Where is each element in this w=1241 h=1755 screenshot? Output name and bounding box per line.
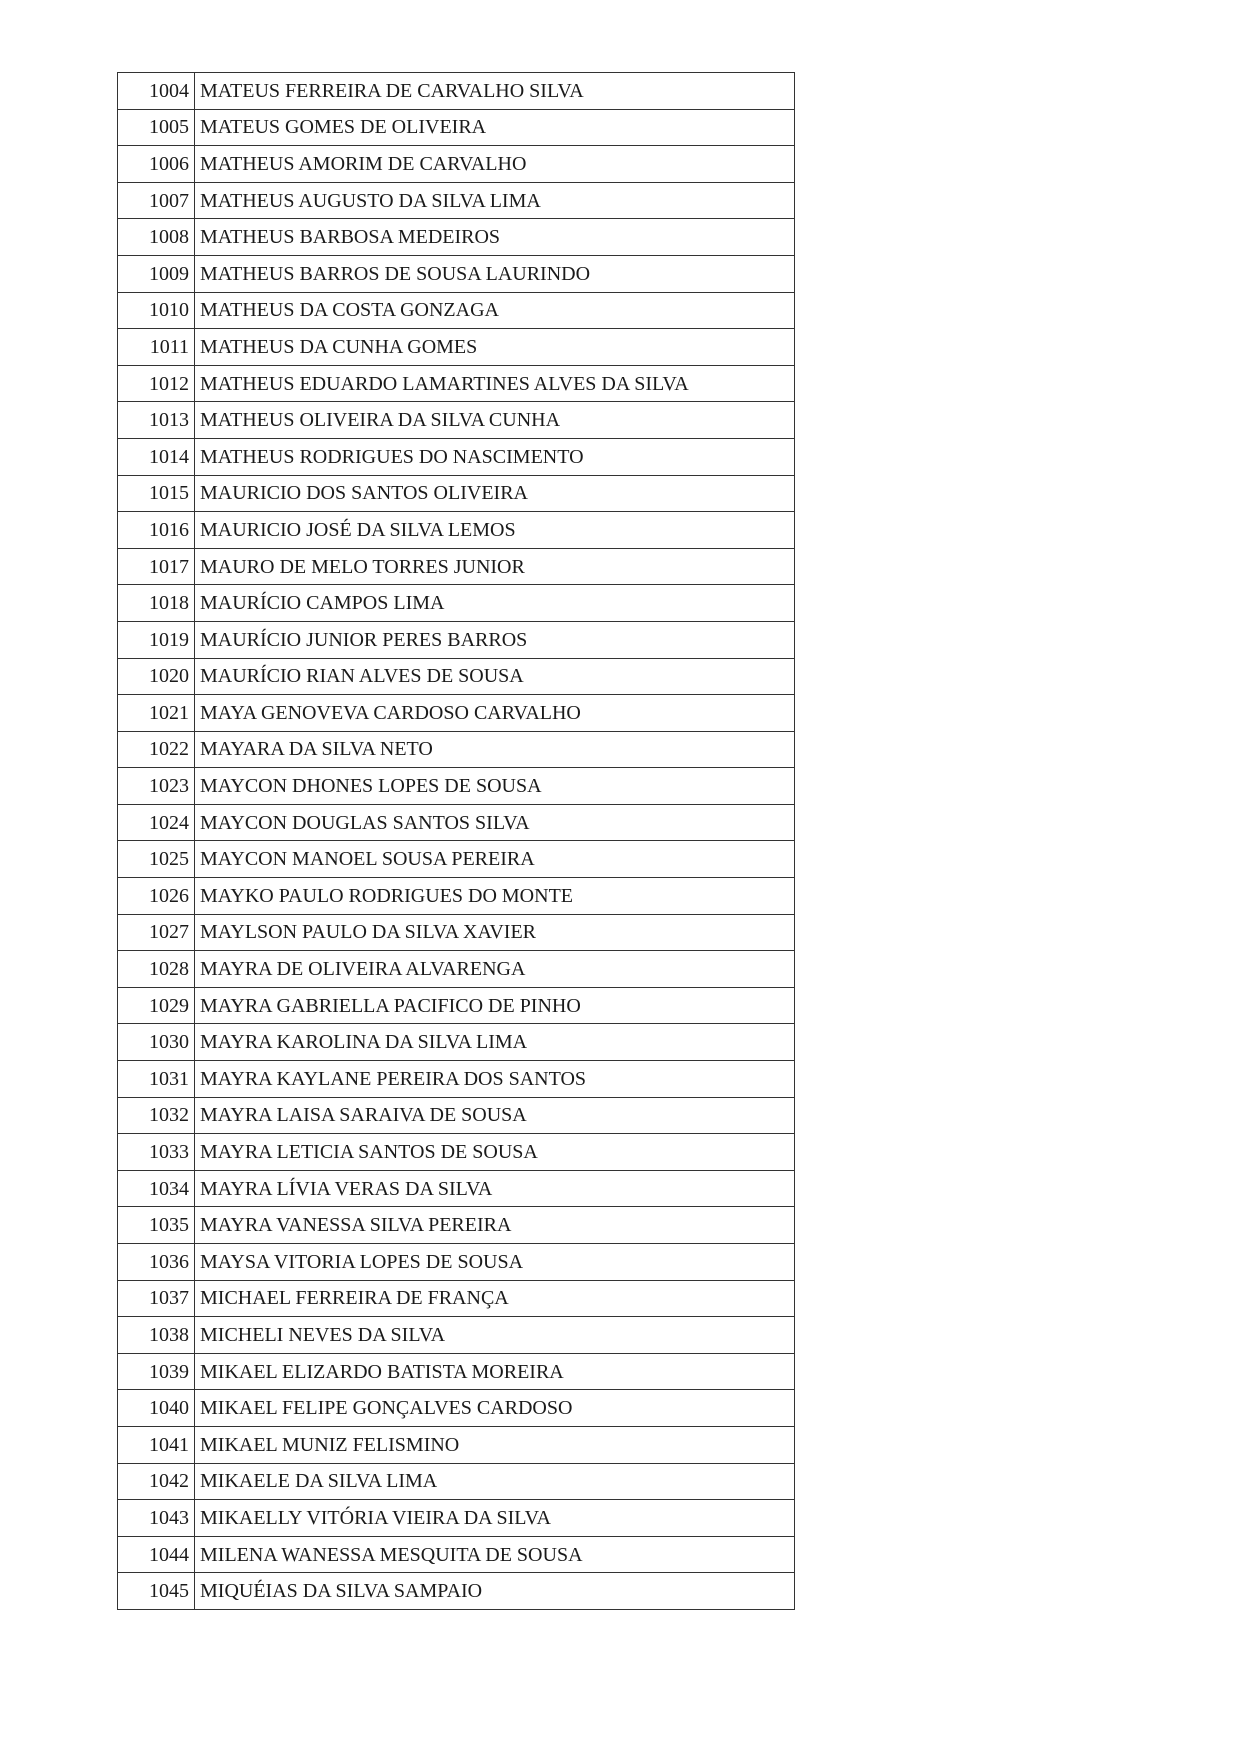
row-name: MATHEUS EDUARDO LAMARTINES ALVES DA SILVA [195,365,795,402]
row-number: 1014 [118,438,195,475]
row-name: MATHEUS AUGUSTO DA SILVA LIMA [195,182,795,219]
row-number: 1022 [118,731,195,768]
table-row [118,621,795,658]
row-number: 1029 [118,987,195,1024]
row-name: MAYLSON PAULO DA SILVA XAVIER [195,914,795,951]
table-row [118,73,795,110]
row-number: 1020 [118,658,195,695]
row-name: MATHEUS OLIVEIRA DA SILVA CUNHA [195,402,795,439]
row-number: 1041 [118,1426,195,1463]
table-row [118,878,795,915]
row-number: 1027 [118,914,195,951]
table-row [118,1573,795,1610]
row-number: 1024 [118,804,195,841]
row-name: MAYCON DHONES LOPES DE SOUSA [195,768,795,805]
row-name: MATHEUS BARBOSA MEDEIROS [195,219,795,256]
row-name: MATHEUS DA COSTA GONZAGA [195,292,795,329]
row-name: MAYARA DA SILVA NETO [195,731,795,768]
table-row [118,182,795,219]
row-name: MAURÍCIO RIAN ALVES DE SOUSA [195,658,795,695]
table-row [118,1244,795,1281]
table-row [118,1207,795,1244]
row-number: 1012 [118,365,195,402]
row-number: 1015 [118,475,195,512]
table-row [118,1280,795,1317]
row-name: MAYCON DOUGLAS SANTOS SILVA [195,804,795,841]
table-row [118,841,795,878]
row-number: 1019 [118,621,195,658]
row-number: 1045 [118,1573,195,1610]
table-row [118,1426,795,1463]
row-name: MAYRA LAISA SARAIVA DE SOUSA [195,1097,795,1134]
row-number: 1043 [118,1500,195,1537]
row-name: MIKAEL FELIPE GONÇALVES CARDOSO [195,1390,795,1427]
table-row [118,329,795,366]
row-number: 1013 [118,402,195,439]
row-name: MICHAEL FERREIRA DE FRANÇA [195,1280,795,1317]
row-name: MICHELI NEVES DA SILVA [195,1317,795,1354]
row-number: 1010 [118,292,195,329]
row-name: MAYRA VANESSA SILVA PEREIRA [195,1207,795,1244]
row-number: 1011 [118,329,195,366]
table-row [118,475,795,512]
row-name: MIKAEL ELIZARDO BATISTA MOREIRA [195,1353,795,1390]
row-name: MIQUÉIAS DA SILVA SAMPAIO [195,1573,795,1610]
row-name: MIKAELLY VITÓRIA VIEIRA DA SILVA [195,1500,795,1537]
row-name: MATHEUS DA CUNHA GOMES [195,329,795,366]
table-row [118,512,795,549]
row-name: MAURO DE MELO TORRES JUNIOR [195,548,795,585]
row-number: 1044 [118,1536,195,1573]
row-number: 1025 [118,841,195,878]
row-name: MATHEUS RODRIGUES DO NASCIMENTO [195,438,795,475]
table-row [118,1061,795,1098]
table-row [118,438,795,475]
table-row [118,219,795,256]
table-row [118,987,795,1024]
row-number: 1030 [118,1024,195,1061]
row-number: 1036 [118,1244,195,1281]
table-row [118,1024,795,1061]
table-row [118,1170,795,1207]
row-number: 1039 [118,1353,195,1390]
table-row [118,695,795,732]
table-row [118,951,795,988]
row-name: MAYA GENOVEVA CARDOSO CARVALHO [195,695,795,732]
row-number: 1037 [118,1280,195,1317]
table-row [118,1134,795,1171]
table-row [118,1390,795,1427]
row-number: 1026 [118,878,195,915]
row-number: 1017 [118,548,195,585]
row-number: 1016 [118,512,195,549]
row-number: 1038 [118,1317,195,1354]
row-name: MILENA WANESSA MESQUITA DE SOUSA [195,1536,795,1573]
row-name: MAURICIO JOSÉ DA SILVA LEMOS [195,512,795,549]
table-row [118,768,795,805]
row-name: MIKAELE DA SILVA LIMA [195,1463,795,1500]
row-number: 1009 [118,255,195,292]
row-name: MATEUS FERREIRA DE CARVALHO SILVA [195,73,795,110]
row-name: MAYKO PAULO RODRIGUES DO MONTE [195,878,795,915]
table-row [118,804,795,841]
table-row [118,1536,795,1573]
table-row [118,914,795,951]
table-row [118,585,795,622]
row-number: 1018 [118,585,195,622]
row-number: 1005 [118,109,195,146]
name-list-body [118,73,795,1610]
table-row [118,402,795,439]
table-row [118,731,795,768]
row-name: MAYRA DE OLIVEIRA ALVARENGA [195,951,795,988]
table-row [118,1097,795,1134]
row-number: 1007 [118,182,195,219]
row-name: MAURÍCIO CAMPOS LIMA [195,585,795,622]
row-number: 1006 [118,146,195,183]
row-name: MAURÍCIO JUNIOR PERES BARROS [195,621,795,658]
table-row [118,146,795,183]
row-name: MAYRA LÍVIA VERAS DA SILVA [195,1170,795,1207]
row-number: 1008 [118,219,195,256]
row-number: 1034 [118,1170,195,1207]
table-row [118,1317,795,1354]
row-name: MAYRA KAYLANE PEREIRA DOS SANTOS [195,1061,795,1098]
table-row [118,292,795,329]
table-row [118,658,795,695]
row-name: MATHEUS AMORIM DE CARVALHO [195,146,795,183]
row-name: MIKAEL MUNIZ FELISMINO [195,1426,795,1463]
table-row [118,365,795,402]
table-row [118,255,795,292]
row-number: 1042 [118,1463,195,1500]
row-number: 1021 [118,695,195,732]
row-number: 1023 [118,768,195,805]
row-name: MAURICIO DOS SANTOS OLIVEIRA [195,475,795,512]
table-row [118,109,795,146]
row-name: MAYRA LETICIA SANTOS DE SOUSA [195,1134,795,1171]
row-name: MAYCON MANOEL SOUSA PEREIRA [195,841,795,878]
table-row [118,1500,795,1537]
row-name: MAYRA KAROLINA DA SILVA LIMA [195,1024,795,1061]
row-number: 1033 [118,1134,195,1171]
row-number: 1031 [118,1061,195,1098]
row-name: MATEUS GOMES DE OLIVEIRA [195,109,795,146]
row-number: 1004 [118,73,195,110]
table-row [118,1463,795,1500]
table-row [118,548,795,585]
row-number: 1035 [118,1207,195,1244]
row-name: MATHEUS BARROS DE SOUSA LAURINDO [195,255,795,292]
row-name: MAYSA VITORIA LOPES DE SOUSA [195,1244,795,1281]
row-name: MAYRA GABRIELLA PACIFICO DE PINHO [195,987,795,1024]
table-row [118,1353,795,1390]
row-number: 1032 [118,1097,195,1134]
row-number: 1028 [118,951,195,988]
row-number: 1040 [118,1390,195,1427]
name-list-table [117,72,795,1610]
